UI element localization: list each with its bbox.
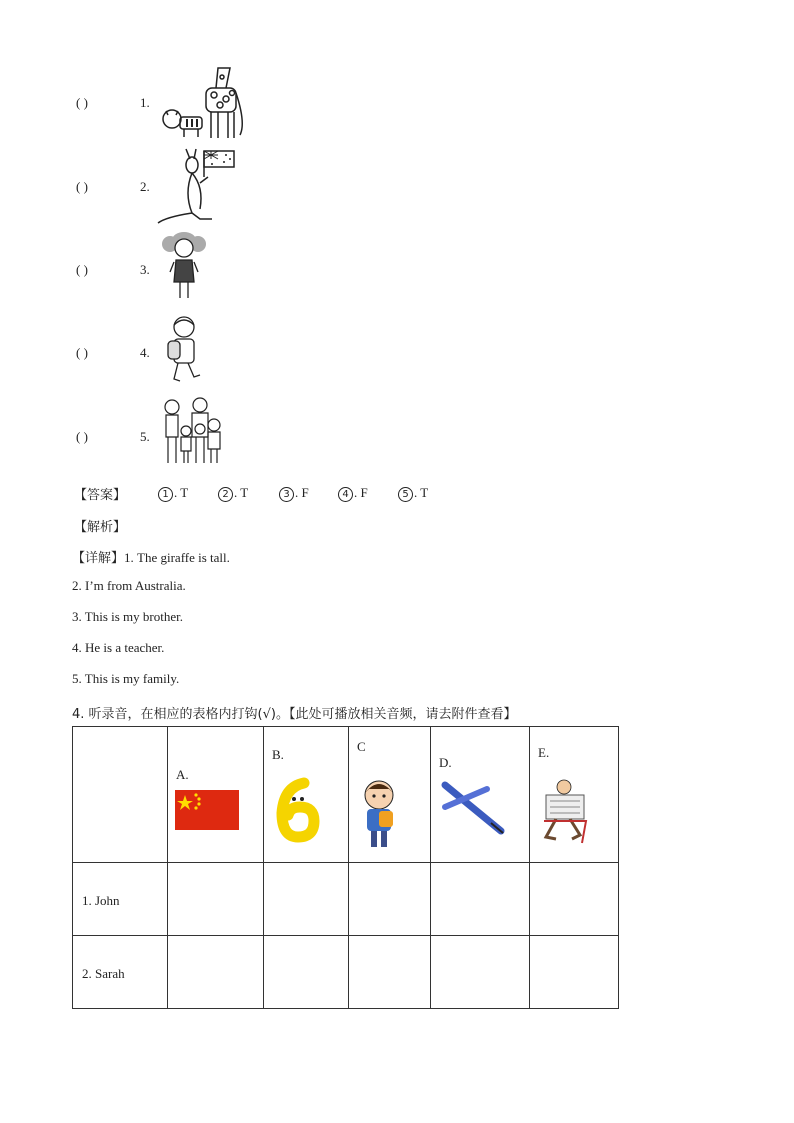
reading-man-icon	[536, 777, 596, 847]
china-flag-icon	[175, 790, 239, 830]
table-header-row	[73, 727, 619, 863]
boy-backpack-icon	[156, 313, 326, 393]
answer-cell[interactable]	[168, 863, 264, 936]
answer-circle: 3	[279, 487, 294, 502]
row-label: 1. John	[82, 893, 120, 908]
answer-paren: ( )	[76, 95, 88, 110]
answer-paren: ( )	[76, 429, 88, 444]
answer-label: 【答案】	[74, 488, 127, 503]
question-number: 1.	[140, 95, 150, 110]
row-label-cell	[73, 936, 168, 1009]
row-label-cell	[73, 863, 168, 936]
girl-icon	[156, 230, 326, 310]
option-cell-d: D.	[431, 727, 530, 863]
student-boy-icon	[359, 777, 399, 853]
option-cell-b: B.	[264, 727, 349, 863]
pen-icon	[439, 777, 509, 837]
answer-cell[interactable]	[530, 863, 619, 936]
detail-line: 3. This is my brother.	[72, 609, 183, 624]
option-cell-a: A.	[168, 727, 264, 863]
answer-circle: 2	[218, 487, 233, 502]
detail-line: 【详解】1. The giraffe is tall.	[72, 550, 230, 566]
number-six-icon	[272, 777, 322, 843]
question-number: 4.	[140, 345, 150, 360]
task4-title: 4. 听录音，在相应的表格内打钩(√)。【此处可播放相关音频，请去附件查看】	[72, 707, 517, 722]
question-number: 2.	[140, 179, 150, 194]
kangaroo-flag-icon	[156, 147, 326, 227]
answer-cell[interactable]	[530, 936, 619, 1009]
answer-cell[interactable]	[264, 936, 349, 1009]
giraffe-tiger-icon	[156, 63, 326, 143]
answer-cell[interactable]	[264, 863, 349, 936]
answer-cell[interactable]	[349, 863, 431, 936]
answer-cell[interactable]	[431, 936, 530, 1009]
option-cell-e: E.	[530, 727, 619, 863]
answer-cell[interactable]	[168, 936, 264, 1009]
answer-item: 3 . F	[279, 485, 309, 502]
answer-cell[interactable]	[349, 936, 431, 1009]
answer-table	[72, 726, 619, 1009]
answer-circle: 1	[158, 487, 173, 502]
table-row	[73, 863, 619, 936]
option-cell-c: C	[349, 727, 431, 863]
question-number: 3.	[140, 262, 150, 277]
detail-label: 【详解】	[72, 551, 125, 566]
detail-line: 5. This is my family.	[72, 671, 180, 686]
table-corner-cell	[73, 727, 168, 863]
question-number: 5.	[140, 429, 150, 444]
answer-item: 1 . T	[158, 485, 188, 502]
answer-item: 2 . T	[218, 485, 248, 502]
answer-cell[interactable]	[431, 863, 530, 936]
row-label: 2. Sarah	[82, 966, 125, 981]
detail-line: 4. He is a teacher.	[72, 640, 165, 655]
answer-item: 5 . T	[398, 485, 428, 502]
answer-paren: ( )	[76, 179, 88, 194]
analysis-label: 【解析】	[74, 520, 127, 535]
answer-item: 4 . F	[338, 485, 368, 502]
answer-paren: ( )	[76, 345, 88, 360]
answer-circle: 5	[398, 487, 413, 502]
family-icon	[156, 397, 326, 477]
answer-circle: 4	[338, 487, 353, 502]
table-row	[73, 936, 619, 1009]
answer-paren: ( )	[76, 262, 88, 277]
detail-line: 2. I’m from Australia.	[72, 578, 186, 593]
